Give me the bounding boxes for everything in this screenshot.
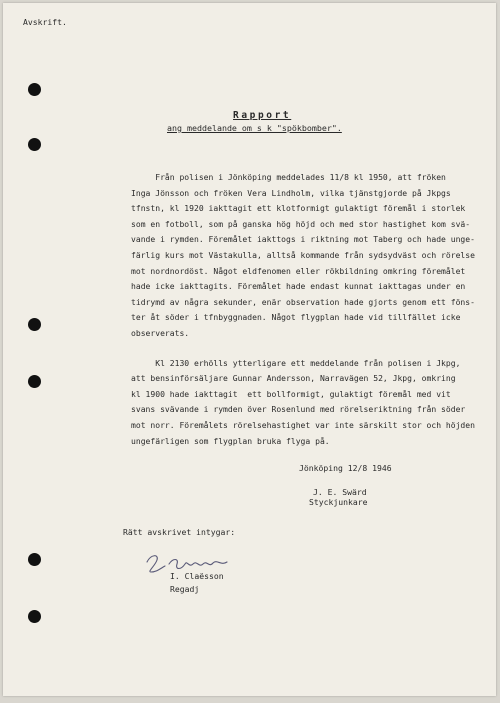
text-line: Från polisen i Jönköping meddelades 11/8 kl 1950, att fröken [131, 173, 446, 182]
signer-title: Styckjunkare [309, 497, 368, 507]
punch-hole [28, 375, 41, 388]
text-line: kl 1900 hade iakttagit ett bollformigt, gulaktigt föremål med vit [131, 389, 451, 399]
attestation-text: Rätt avskrivet intygar: [123, 527, 236, 537]
text-line: vande i rymden. Föremålet iakttogs i riktning mot Taberg och hade unge- [131, 235, 475, 245]
punch-hole [28, 318, 41, 331]
punch-hole [28, 83, 41, 96]
text-line: ungefärligen som flygplan bruka flyga på. [131, 436, 330, 446]
report-subtitle: ang meddelande om s k "spökbomber". [167, 123, 342, 133]
signer-name: J. E. Swärd [313, 487, 367, 497]
certifier-title: Regadj [170, 584, 200, 594]
punch-hole [28, 138, 41, 151]
document-page [3, 3, 496, 696]
punch-hole [28, 553, 41, 566]
punch-hole [28, 610, 41, 623]
text-line: mot nordnordöst. Något eldfenomen eller rökbildning omkring föremålet [131, 266, 466, 276]
text-line: att bensinförsäljare Gunnar Andersson, Narravägen 52, Jkpg, omkring [131, 374, 456, 384]
text-line: som en fotboll, som på ganska hög höjd och med stor hastighet kom svä- [131, 219, 471, 229]
text-line: Kl 2130 erhölls ytterligare ett meddelande från polisen i Jkpg, [131, 358, 461, 368]
text-line: mot norr. Föremålets rörelsehastighet var inte särskilt stor och höjden [131, 420, 475, 430]
paragraph-1 [131, 170, 486, 342]
dateline: Jönköping 12/8 1946 [299, 463, 392, 473]
text-line: tfnstn, kl 1920 iakttagit ett klotformigt gulaktigt föremål i storlek [131, 204, 466, 214]
report-title: Rapport [233, 110, 292, 121]
report-body [131, 170, 486, 449]
text-line: färlig kurs mot Västakulla, alltså kommande från sydsydväst och rörelse [131, 250, 475, 260]
certifier-name: I. Claësson [170, 571, 224, 581]
text-line: observerats. [131, 328, 190, 338]
text-line: hade icke iakttagits. Föremålet hade endast kunnat iakttagas under en [131, 282, 466, 292]
punch-holes [28, 3, 48, 703]
text-line: ter åt söder i tfnbyggnaden. Något flygplan hade vid tillfället icke [131, 313, 461, 323]
header-tag: Avskrift. [23, 17, 67, 27]
paragraph-2 [131, 356, 486, 450]
text-line: Inga Jönsson och fröken Vera Lindholm, vilka tjänstgjorde på Jkpgs [131, 188, 451, 198]
text-line: svans svävande i rymden över Rosenlund med rörelseriktning från söder [131, 405, 466, 415]
text-line: tidrymd av några sekunder, enär observation hade gjorts genom ett föns- [131, 297, 475, 307]
